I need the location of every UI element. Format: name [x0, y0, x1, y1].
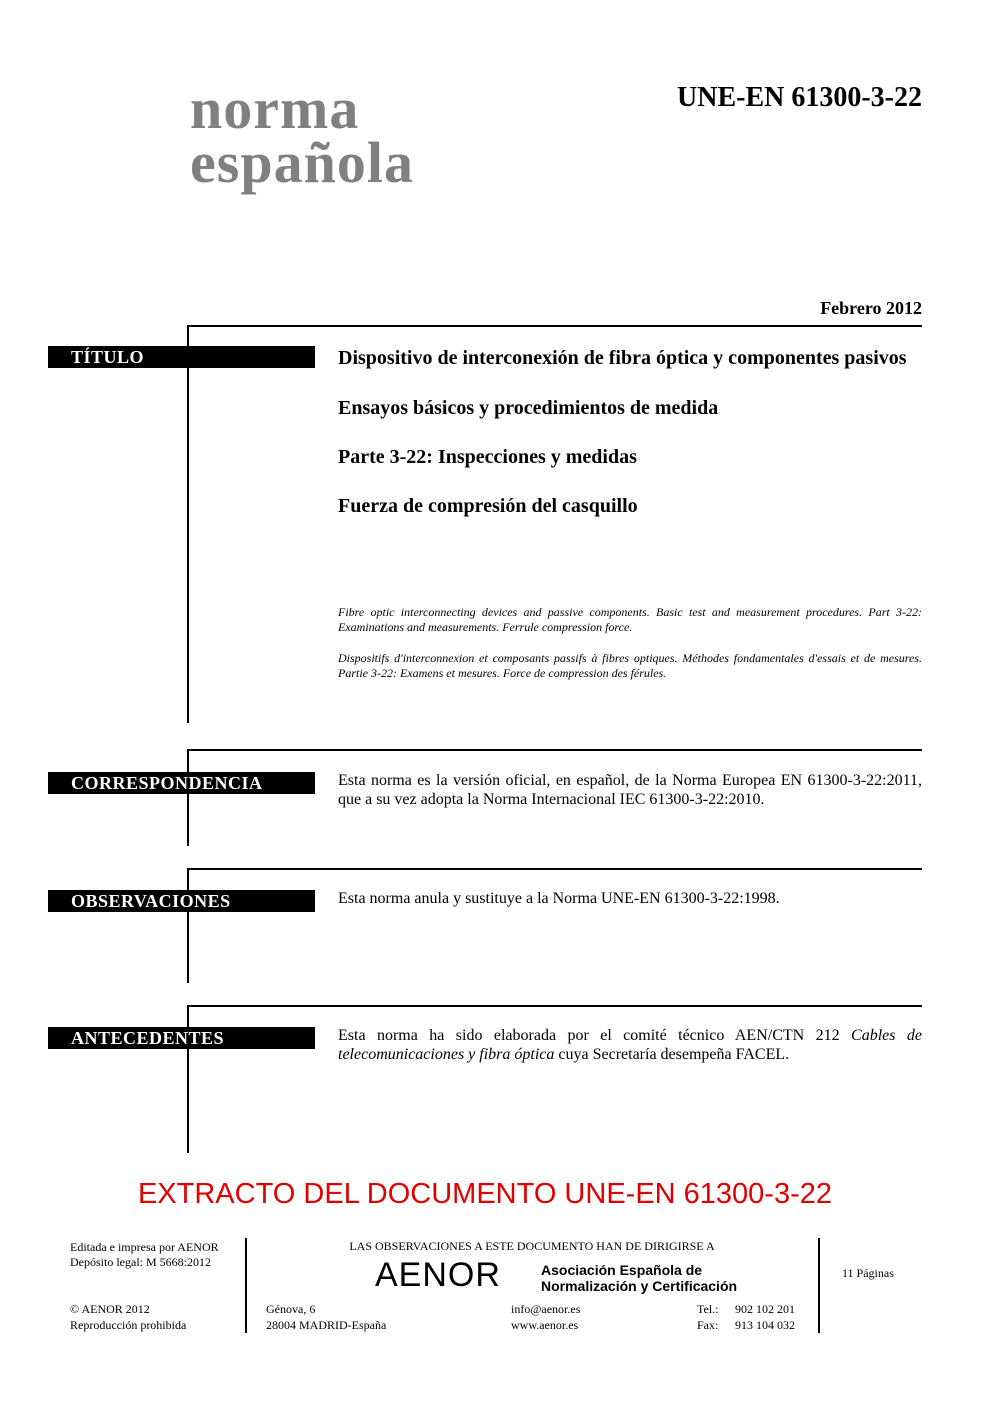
antecedentes-text — [338, 1026, 922, 1064]
section-divider — [187, 325, 922, 327]
section-rule — [187, 868, 189, 983]
title-main: Dispositivo de interconexión de fibra óptica y componentes pasivos — [338, 347, 907, 369]
section-divider — [187, 749, 922, 751]
aenor-name — [541, 1262, 737, 1294]
section-rule — [187, 749, 189, 846]
brand-title — [190, 76, 414, 195]
label-observaciones: OBSERVACIONES — [48, 890, 315, 912]
aenor-name-line-1: Asociación Española de — [541, 1262, 703, 1278]
footer-divider-left — [245, 1238, 247, 1333]
footer-address-1: Génova, 6 — [266, 1302, 316, 1316]
title-sub-1: Ensayos básicos y procedimientos de medida — [338, 397, 719, 419]
title-sub-3: Fuerza de compresión del casquillo — [338, 495, 638, 517]
publication-date: Febrero 2012 — [820, 298, 922, 318]
footer-website[interactable]: www.aenor.es — [511, 1318, 579, 1332]
aenor-name-line-2: Normalización y Certificación — [541, 1278, 738, 1294]
section-divider — [187, 868, 922, 870]
footer-fax-label: Fax: — [697, 1318, 719, 1332]
footer-edited: Editada e impresa por AENOR — [70, 1240, 219, 1254]
brand-line-2: española — [190, 130, 414, 195]
antecedentes-committee-name: Cables de telecomunicaciones y fibra óptica — [338, 1027, 922, 1063]
observaciones-text: Esta norma anula y sustituye a la Norma UNE-EN 61300-3-22:1998. — [338, 890, 780, 907]
footer-email[interactable]: info@aenor.es — [511, 1302, 581, 1316]
standard-code: UNE-EN 61300-3-22 — [677, 82, 922, 113]
label-titulo: TÍTULO — [48, 346, 315, 368]
title-translation-fr: Dispositifs d'interconnexion et composants passifs à fibres optiques. Méthodes fondamentales d'essais et de mesures. Partie 3-22: Examens et mesures. Force de compression des férules. — [338, 651, 922, 680]
label-antecedentes: ANTECEDENTES — [48, 1027, 315, 1049]
footer-fax: 913 104 032 — [735, 1318, 795, 1332]
footer-divider-right — [818, 1238, 820, 1333]
section-divider — [187, 1005, 922, 1007]
antecedentes-text-start: Esta norma ha sido elaborada por el comité técnico AEN/CTN 212 — [338, 1027, 852, 1044]
footer-tel-label: Tel.: — [697, 1302, 719, 1316]
brand-line-1: norma — [190, 76, 360, 141]
antecedentes-text-end: cuya Secretaría desempeña FACEL. — [554, 1046, 790, 1063]
footer-copyright: © AENOR 2012 — [70, 1302, 150, 1316]
footer-observations-header: LAS OBSERVACIONES A ESTE DOCUMENTO HAN DE DIRIGIRSE A — [349, 1239, 715, 1253]
footer-address-2: 28004 MADRID-España — [266, 1318, 387, 1332]
extract-notice: EXTRACTO DEL DOCUMENTO UNE-EN 61300-3-22 — [137, 1178, 833, 1210]
footer-reproduction: Reproducción prohibida — [70, 1318, 187, 1332]
aenor-logo: AENOR — [375, 1256, 501, 1294]
correspondencia-text: Esta norma es la versión oficial, en español, de la Norma Europea EN 61300-3-22:2011, que a su vez adopta la Norma Internacional IEC 61300-3-22:2010. — [338, 772, 922, 808]
footer-tel: 902 102 201 — [735, 1302, 795, 1316]
title-sub-2: Parte 3-22: Inspecciones y medidas — [338, 446, 637, 468]
title-translation-en: Fibre optic interconnecting devices and passive components. Basic test and measurement procedures. Part 3-22: Examinations and measurements. Ferrule compression force. — [338, 605, 922, 634]
titulo-content — [338, 346, 922, 681]
label-correspondencia: CORRESPONDENCIA — [48, 772, 315, 794]
footer-page-count: 11 Páginas — [842, 1266, 894, 1280]
section-rule — [187, 325, 189, 723]
footer-deposit: Depósito legal: M 5668:2012 — [70, 1255, 211, 1269]
